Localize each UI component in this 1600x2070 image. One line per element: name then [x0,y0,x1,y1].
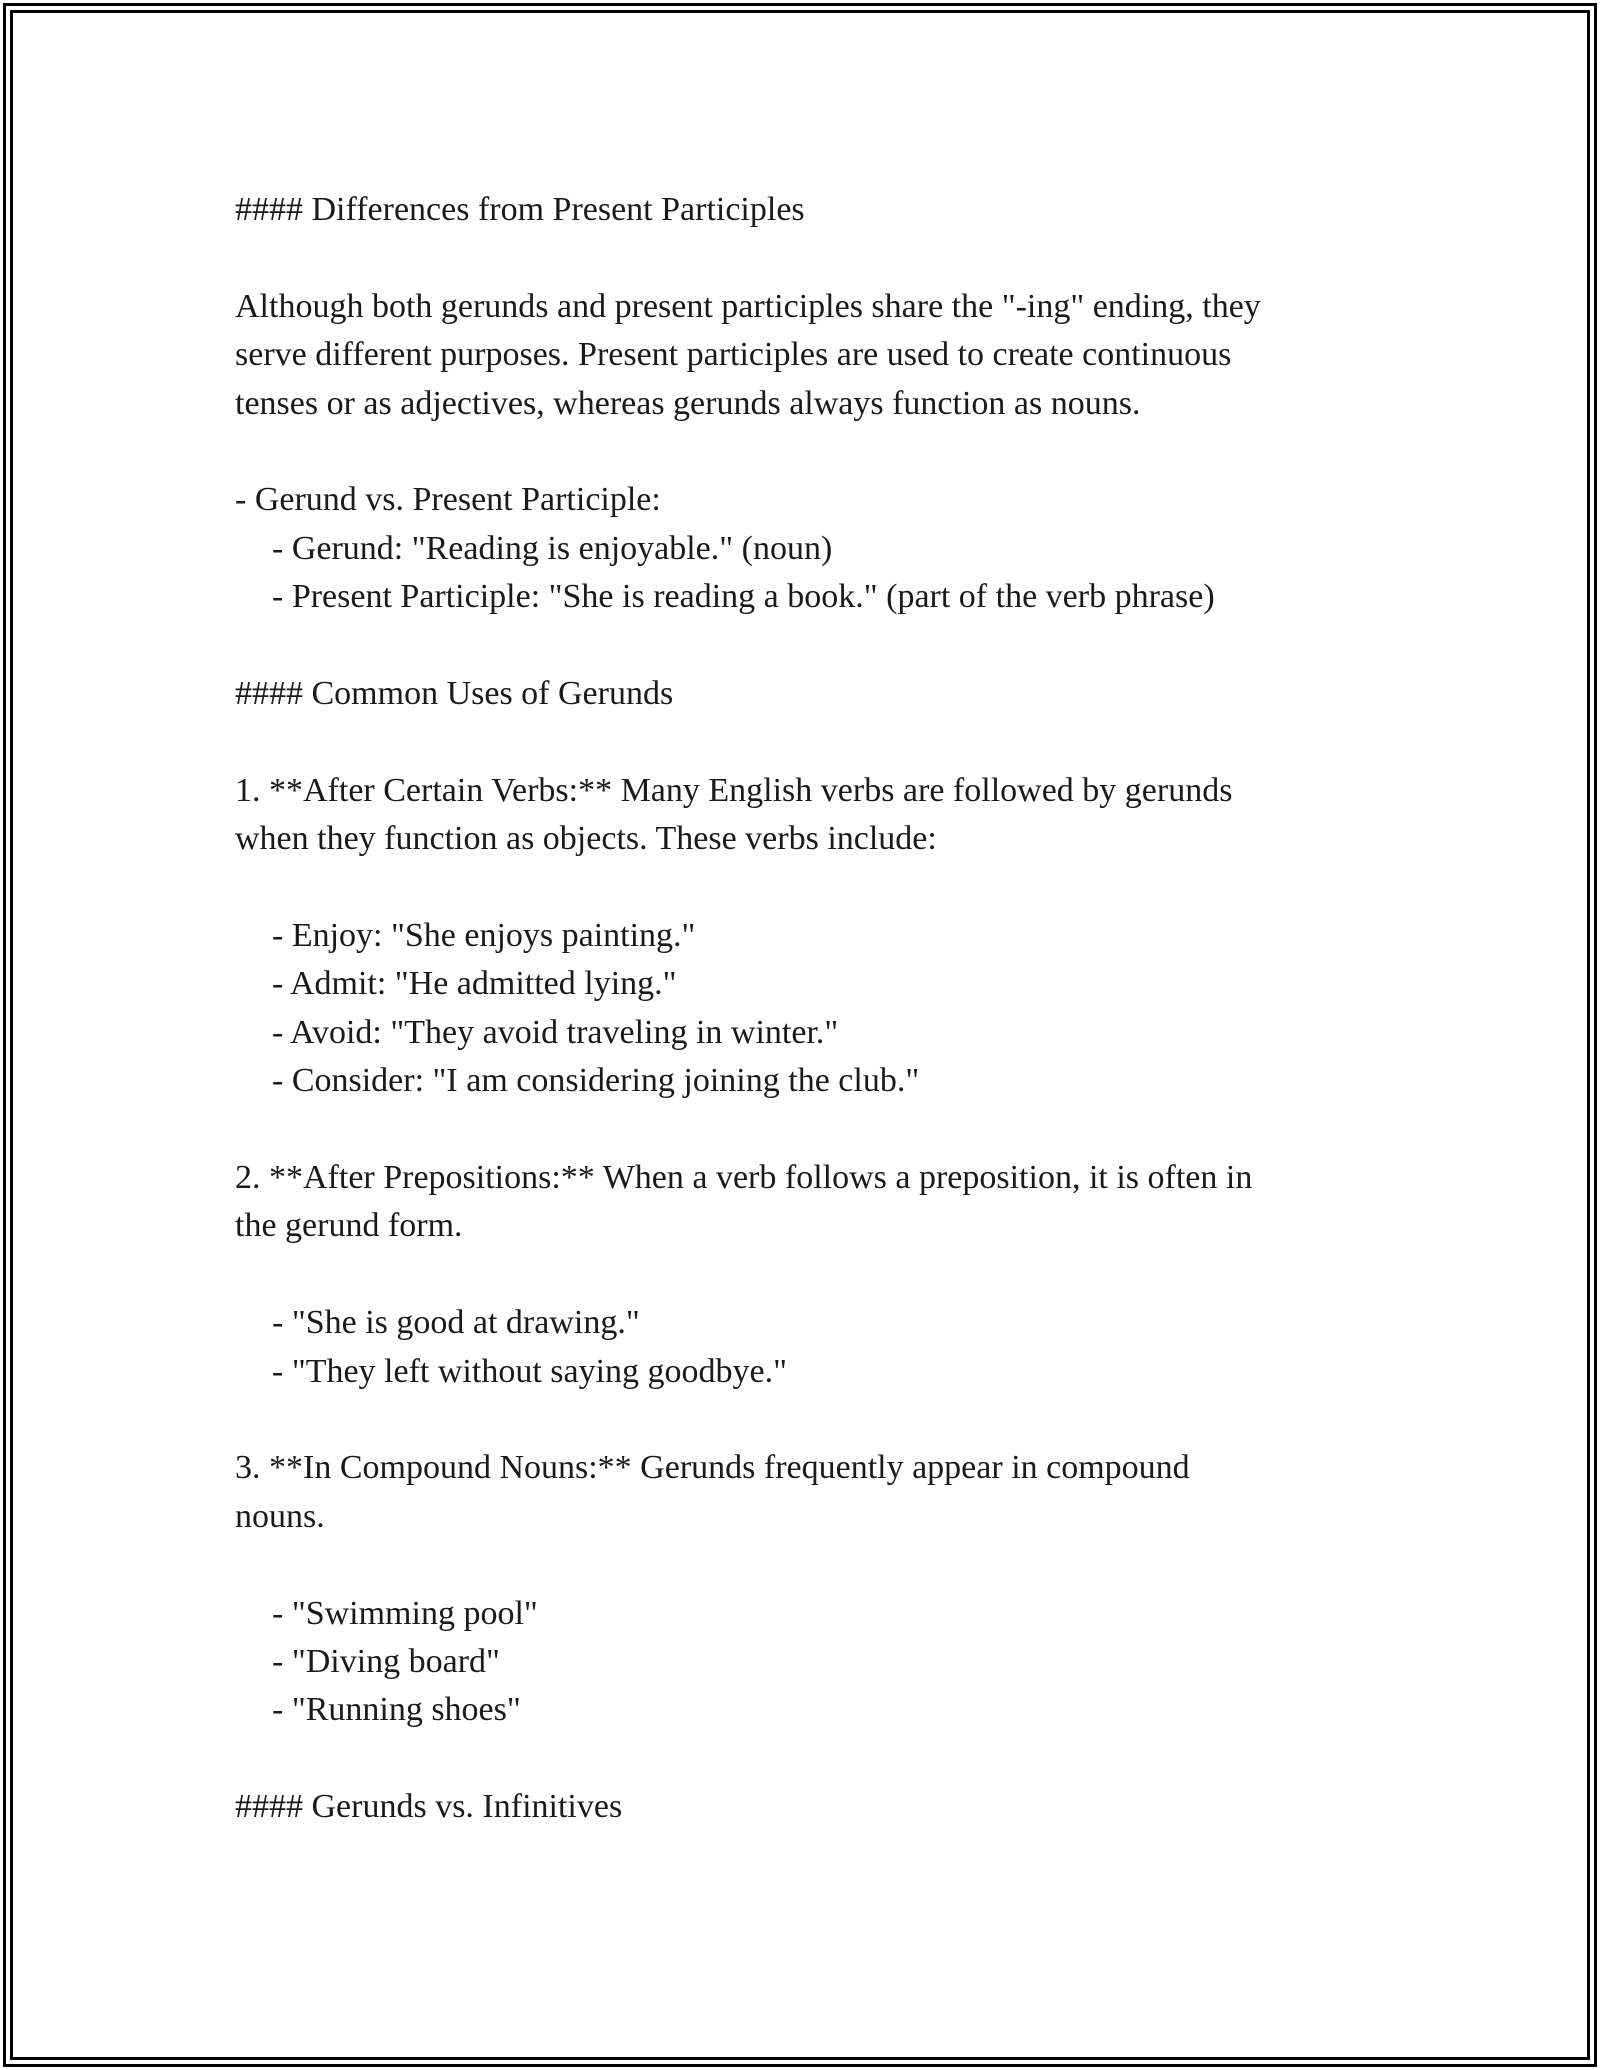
list-item: - Gerund: "Reading is enjoyable." (noun) [272,529,833,567]
blank-line [235,1396,1375,1444]
numbered-point-line: when they function as objects. These verbs include: [235,820,937,858]
numbered-point-line: 1. **After Certain Verbs:** Many English verbs are followed by gerunds [235,771,1233,809]
numbered-point-line: 2. **After Prepositions:** When a verb follows a preposition, it is often in [235,1159,1253,1197]
blank-line [235,234,1375,282]
list-item: - "They left without saying goodbye." [272,1352,787,1390]
blank-line [235,1106,1375,1154]
blank-line [235,428,1375,476]
numbered-point-line: nouns. [235,1497,325,1535]
paragraph-line: tenses or as adjectives, whereas gerunds always function as nouns. [235,384,1141,422]
section-heading-gerunds-vs-infinitives: #### Gerunds vs. Infinitives [235,1788,623,1826]
list-item: - Consider: "I am considering joining the club." [272,1062,920,1100]
blank-line [235,864,1375,912]
list-item: - "Diving board" [272,1643,500,1681]
document-body [235,186,1375,1832]
list-item: - Avoid: "They avoid traveling in winter." [272,1013,839,1051]
list-item: - Enjoy: "She enjoys painting." [272,917,696,955]
list-item: - Present Participle: "She is reading a book." (part of the verb phrase) [272,578,1215,616]
blank-line [235,1541,1375,1589]
section-heading-common-uses: #### Common Uses of Gerunds [235,675,674,713]
blank-line [235,1251,1375,1299]
section-heading-differences: #### Differences from Present Participles [235,191,805,228]
list-item: - Admit: "He admitted lying." [272,965,677,1003]
numbered-point-line: the gerund form. [235,1207,463,1245]
paragraph-line: Although both gerunds and present participles share the "-ing" ending, they [235,287,1261,325]
comparison-lead: - Gerund vs. Present Participle: [235,481,661,519]
blank-line [235,1735,1375,1783]
blank-line [235,622,1375,670]
list-item: - "Swimming pool" [272,1594,538,1632]
list-item: - "Running shoes" [272,1691,521,1729]
blank-line [235,718,1375,766]
paragraph-line: serve different purposes. Present participles are used to create continuous [235,336,1232,374]
list-item: - "She is good at drawing." [272,1304,640,1342]
numbered-point-line: 3. **In Compound Nouns:** Gerunds frequently appear in compound [235,1449,1190,1487]
